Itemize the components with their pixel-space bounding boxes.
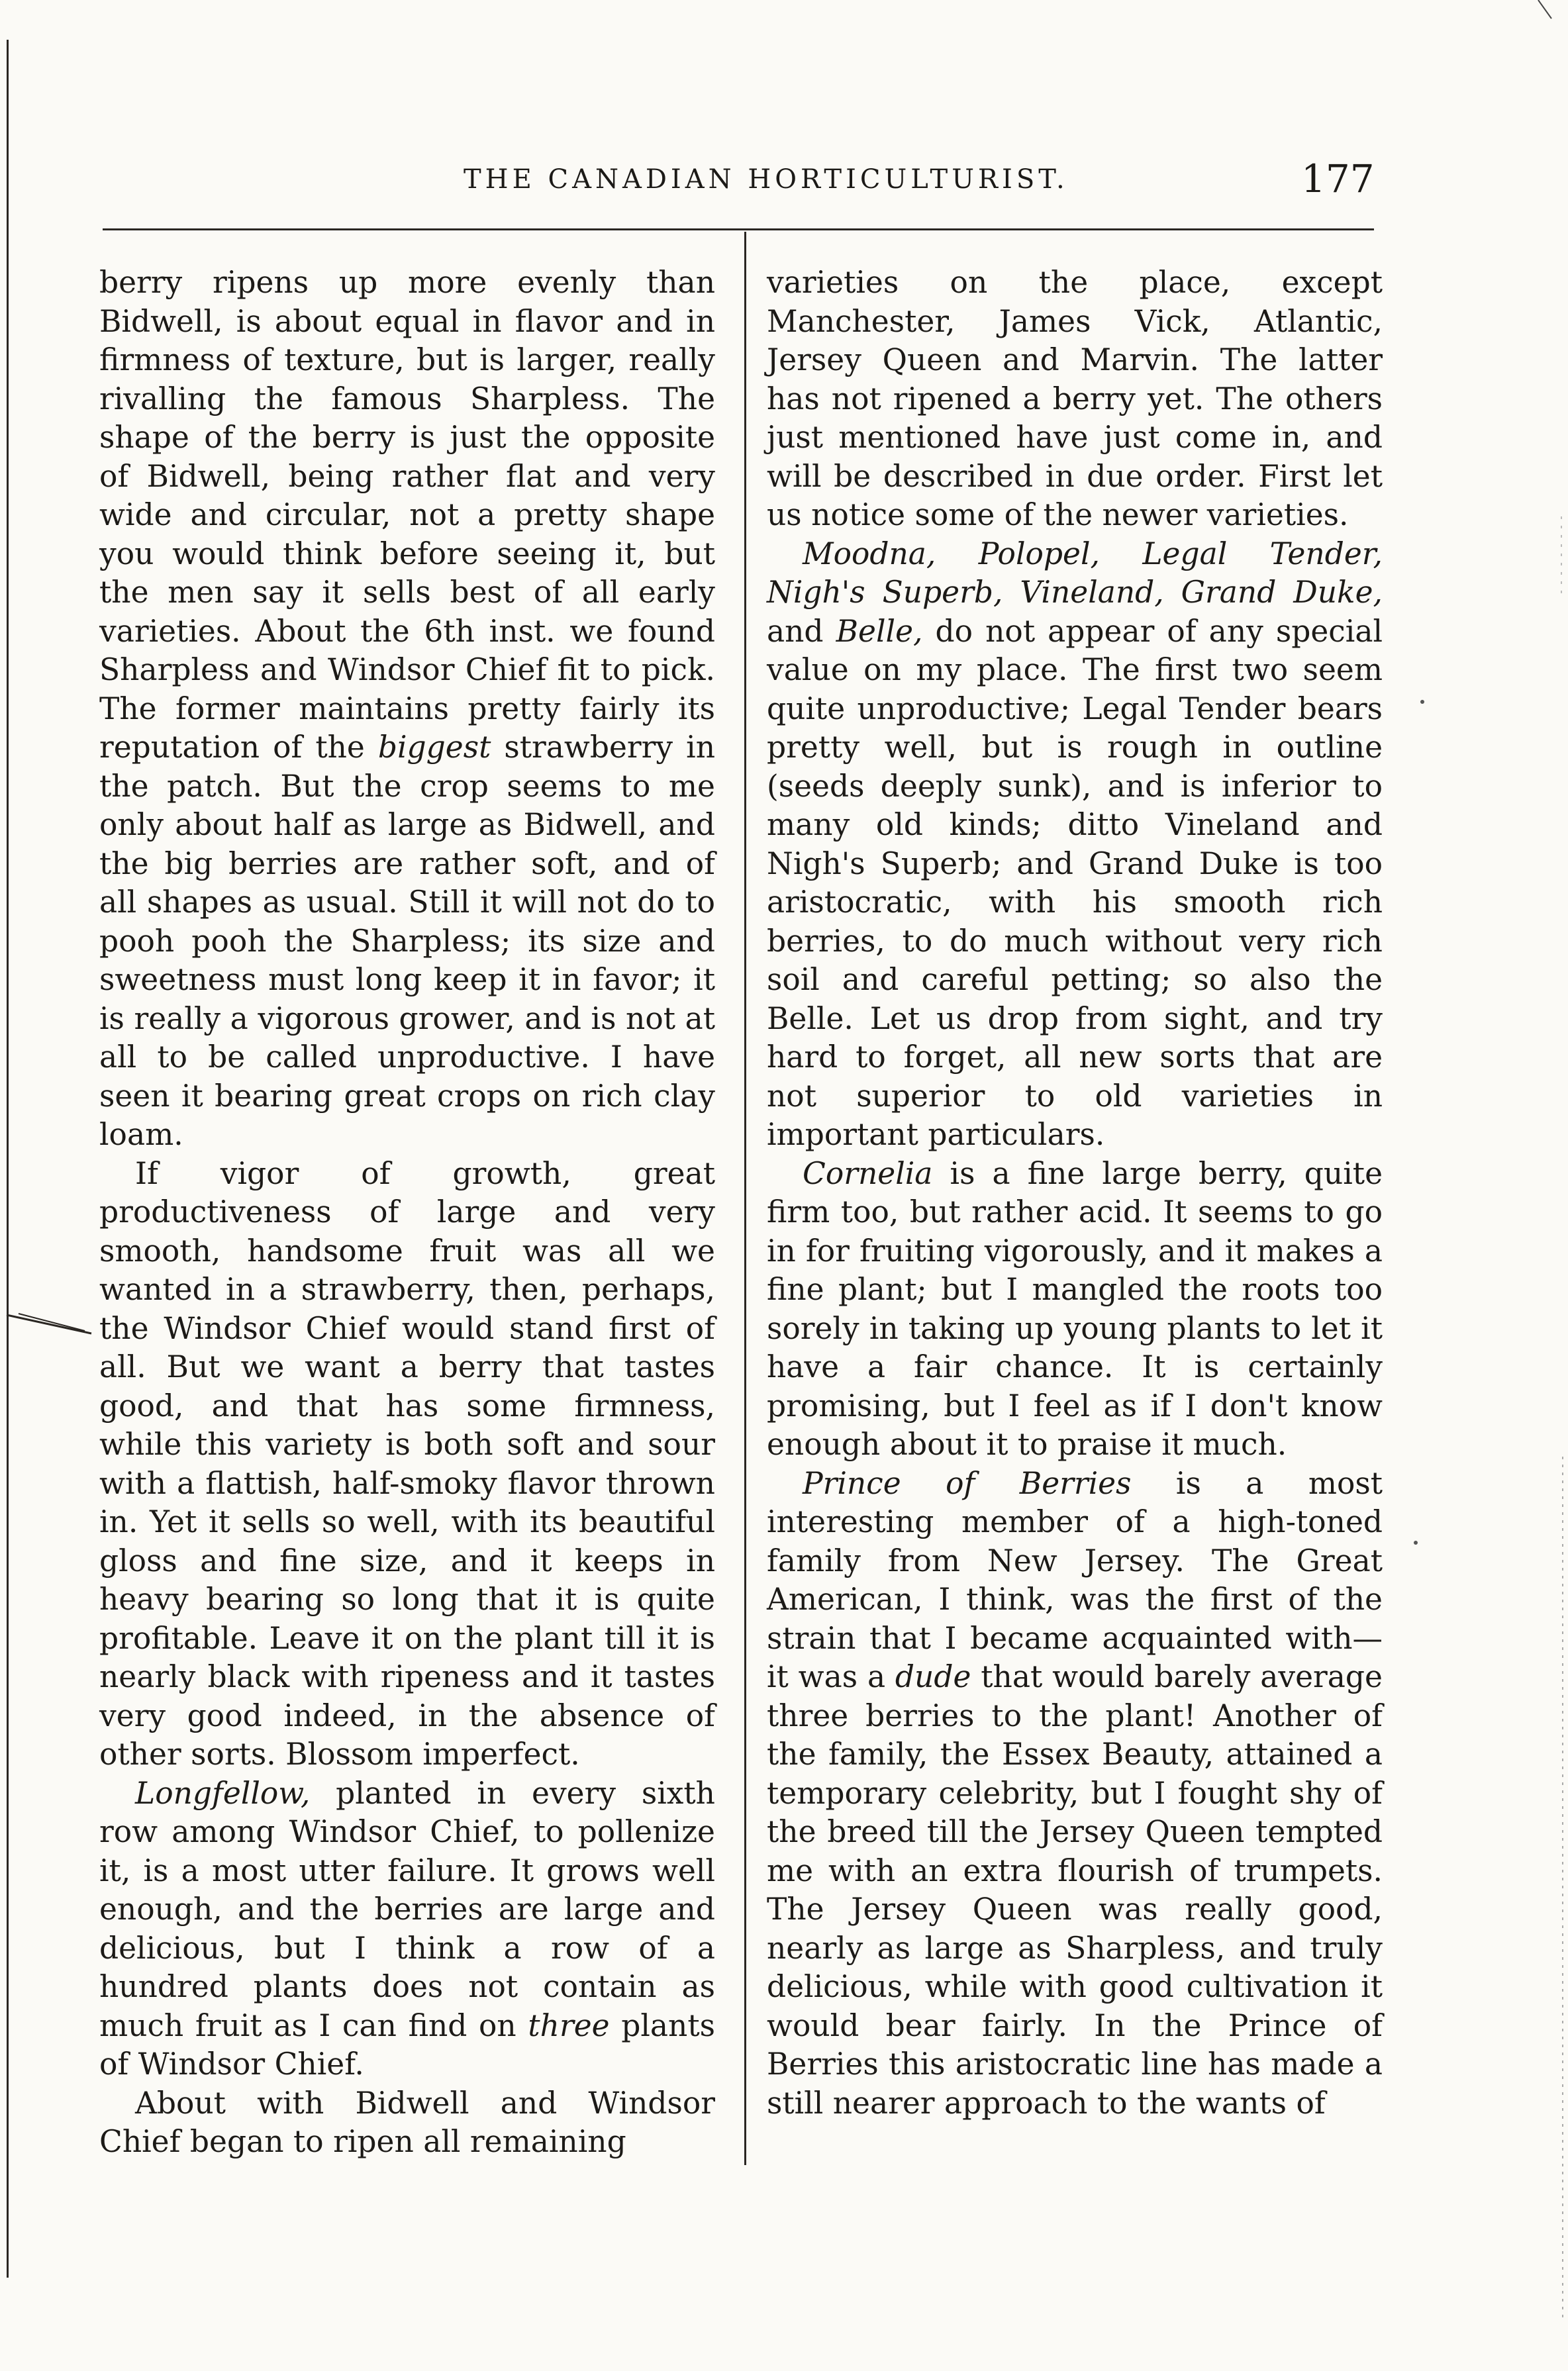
paragraph: Cornelia is a fine large berry, quite firm too, but rather acid. It seems to go in for fruiting vigorously, and it makes a fine plant; but I mangled the roots too sorely in taking up young plants to let it have a fair chance. It is certainly promising, but I feel as if I don't know enough about it to praise it much.	[767, 1155, 1383, 1462]
running-title: THE CANADIAN HORTICULTURIST.	[464, 164, 1069, 195]
paragraph: Prince of Berries is a most interesting member of a high-toned family from New Jersey. The Great American, I think, was the first of the strain that I became acquainted with—it was a dude that would barely average three berries to the plant! Another of the family, the Essex Beauty, attained a temporary celebrity, but I fought shy of the breed till the Jersey Queen tempted me with an extra flourish of trumpets. The Jersey Queen was really good, nearly as large as Sharpless, and truly delicious, while with good cultivation it would bear fairly. In the Prince of Berries this aristocratic line has made a still nearer approach to the wants of	[767, 1465, 1383, 2121]
page-edge-line	[7, 40, 9, 2278]
paragraph: If vigor of growth, great productiveness of large and very smooth, handsome fruit was all we wanted in a strawberry, then, perhaps, the Windsor Chief would stand first of all. But we want a berry that tastes good, and that has some firmness, while this variety is both soft and sour with a flattish, half-smoky flavor thrown in. Yet it sells so well, with its beautiful gloss and fine size, and it keeps in heavy bearing so long that it is quite profitable. Leave it on the plant till it is nearly black with ripeness and it tastes very good indeed, in the absence of other sorts. Blossom imperfect.	[99, 1155, 715, 1772]
paragraph: Moodna, Polopel, Legal Tender, Nigh's Superb, Vineland, Grand Duke, and Belle, do not appear of any special value on my place. The first two seem quite unproductive; Legal Tender bears pretty well, but is rough in outline (seeds deeply sunk), and is inferior to many old kinds; ditto Vineland and Nigh's Superb; and Grand Duke is too aristocratic, with his smooth rich berries, to do much without very rich soil and careful petting; so also the Belle. Let us drop from sight, and try hard to forget, all new sorts that are not superior to old varieties in important particulars.	[767, 536, 1383, 1152]
margin-specks	[1369, 0, 1568, 2371]
paragraph: Longfellow, planted in every sixth row among Windsor Chief, to pollenize it, is a most utter failure. It grows well enough, and the berries are large and delicious, but I think a row of a hundred plants does not contain as much fruit as I can find on three plants of Windsor Chief.	[99, 1775, 715, 2082]
page-number: 177	[1301, 156, 1375, 201]
paragraph: berry ripens up more evenly than Bidwell, is about equal in flavor and in firmness of texture, but is larger, really rivalling the famous Sharpless. The shape of the berry is just the opposite of Bidwell, being rather flat and very wide and circular, not a pretty shape you would think before seeing it, but the men say it sells best of all early varieties. About the 6th inst. we found Sharpless and Windsor Chief fit to pick. The former maintains pretty fairly its reputation of the biggest strawberry in the patch. But the crop seems to me only about half as large as Bidwell, and the big berries are rather soft, and of all shapes as usual. Still it will not do to pooh pooh the Sharpless; its size and sweetness must long keep it in favor; it is really a vigorous grower, and is not at all to be called unproductive. I have seen it bearing great crops on rich clay loam.	[99, 265, 715, 1152]
right-column	[767, 264, 1383, 2123]
header-rule	[103, 228, 1374, 230]
paragraph: About with Bidwell and Windsor Chief began to ripen all remaining	[99, 2085, 715, 2159]
margin-pencil-mark	[5, 1311, 105, 1337]
left-column	[99, 264, 715, 2162]
column-divider	[744, 232, 746, 2165]
paragraph: varieties on the place, except Manchester, James Vick, Atlantic, Jersey Queen and Marvin. The latter has not ripened a berry yet. The others just mentioned have just come in, and will be described in due order. First let us notice some of the newer varieties.	[767, 265, 1383, 532]
